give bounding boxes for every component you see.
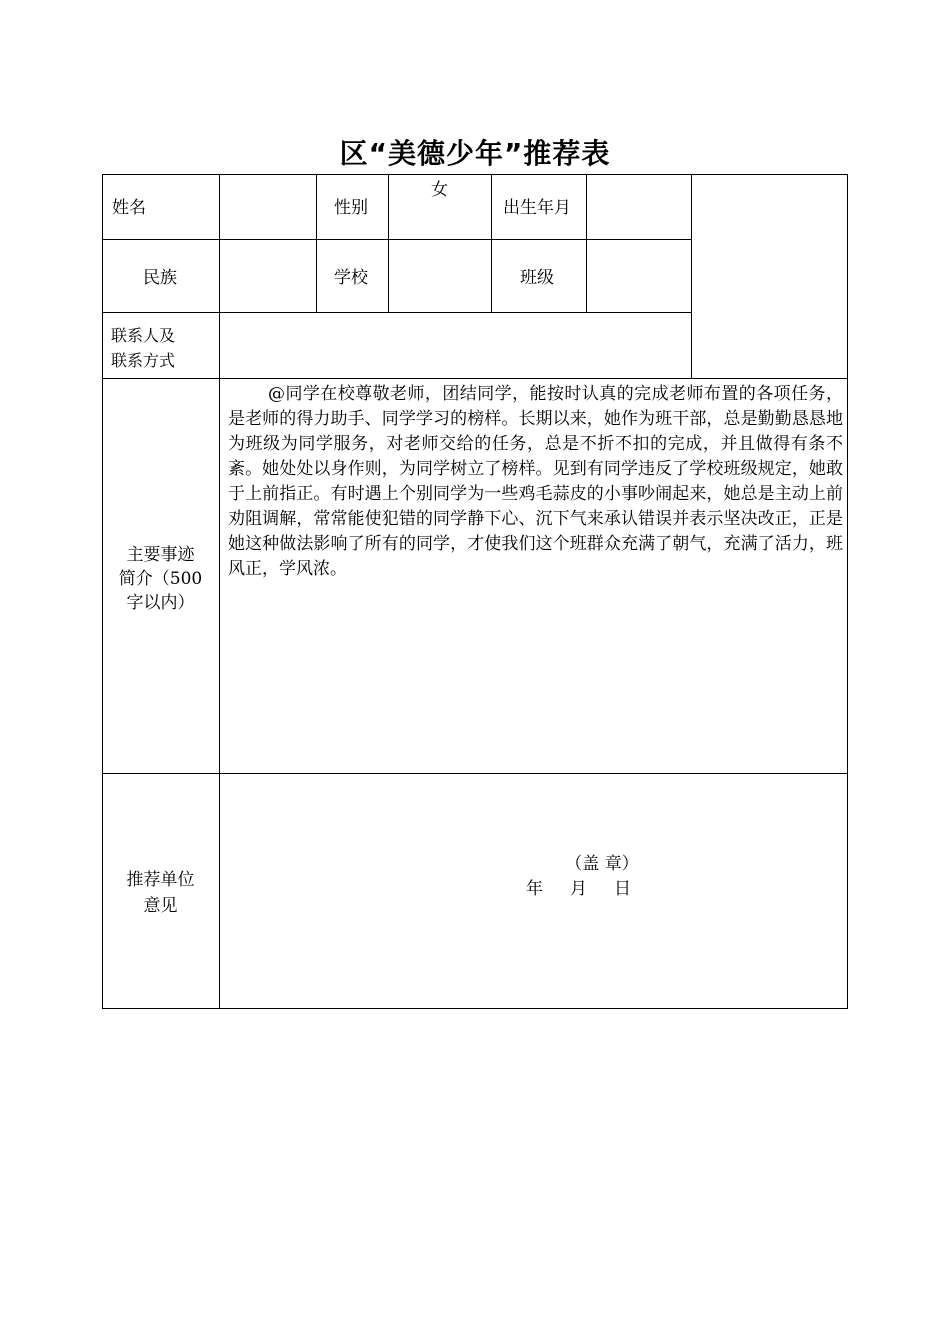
row-divider-contact [102,378,848,379]
class-label: 班级 [520,268,554,288]
class-field[interactable] [597,266,683,290]
birth-field[interactable] [597,196,683,220]
name-label: 姓名 [112,198,146,218]
opinion-label-line2: 意见 [143,896,178,916]
label-column-divider [219,174,220,1009]
opinion-label-line1: 推荐单位 [126,870,195,890]
deeds-text[interactable]: @同学在校尊敬老师，团结同学，能按时认真的完成老师布置的各项任务，是老师的得力助手、同学学习的榜样。长期以来，她作为班干部，总是勤勤恳恳地为班级为同学服务，对老师交给的任务，总是不折不扣的完成，并且做得有条不紊。她处处以身作则，为同学树立了榜样。见到有同学违反了学校班级规定，她敢于上前指正。有时遇上个别同学为一些鸡毛蒜皮的小事吵闹起来，她总是主动上前劝阻调解，常常能使犯错的同学静下心、沉下气来承认错误并表示坚决改正，正是她这种做法影响了所有的同学，才使我们这个班群众充满了朝气，充满了活力，班风正，学风浓。 [228,384,843,579]
recommendation-form [102,174,848,1009]
school-label: 学校 [334,268,368,288]
contact-label-line2: 联系方式 [111,351,176,370]
birth-label: 出生年月 [503,198,571,218]
row-divider-name [102,239,691,240]
deeds-label-line1: 主要事迹 [126,545,195,565]
photo-box [692,175,847,378]
gender-field[interactable]: 女 [431,180,448,200]
column-divider-5 [586,174,587,313]
school-field[interactable] [398,266,484,290]
column-divider-3 [388,174,389,313]
contact-field[interactable] [228,334,683,358]
deeds-label-line2: 简介（500 [118,569,203,589]
name-field[interactable] [228,196,308,220]
page-title: 区“美德少年”推荐表 [339,137,611,170]
table-border-right [847,174,848,1009]
column-divider-4 [491,174,492,313]
ethnicity-label: 民族 [143,268,177,288]
ethnicity-field[interactable] [228,266,308,290]
column-divider-2 [316,174,317,313]
row-divider-deeds [102,773,848,774]
row-divider-ethnicity [102,312,691,313]
contact-label-line1: 联系人及 [111,326,176,345]
gender-label: 性别 [334,198,368,218]
deeds-label-line3: 字以内） [126,593,195,613]
seal-text: （盖 章） [565,854,639,874]
date-line[interactable]: 年 月 日 [526,879,632,899]
table-border-bottom [102,1008,848,1009]
